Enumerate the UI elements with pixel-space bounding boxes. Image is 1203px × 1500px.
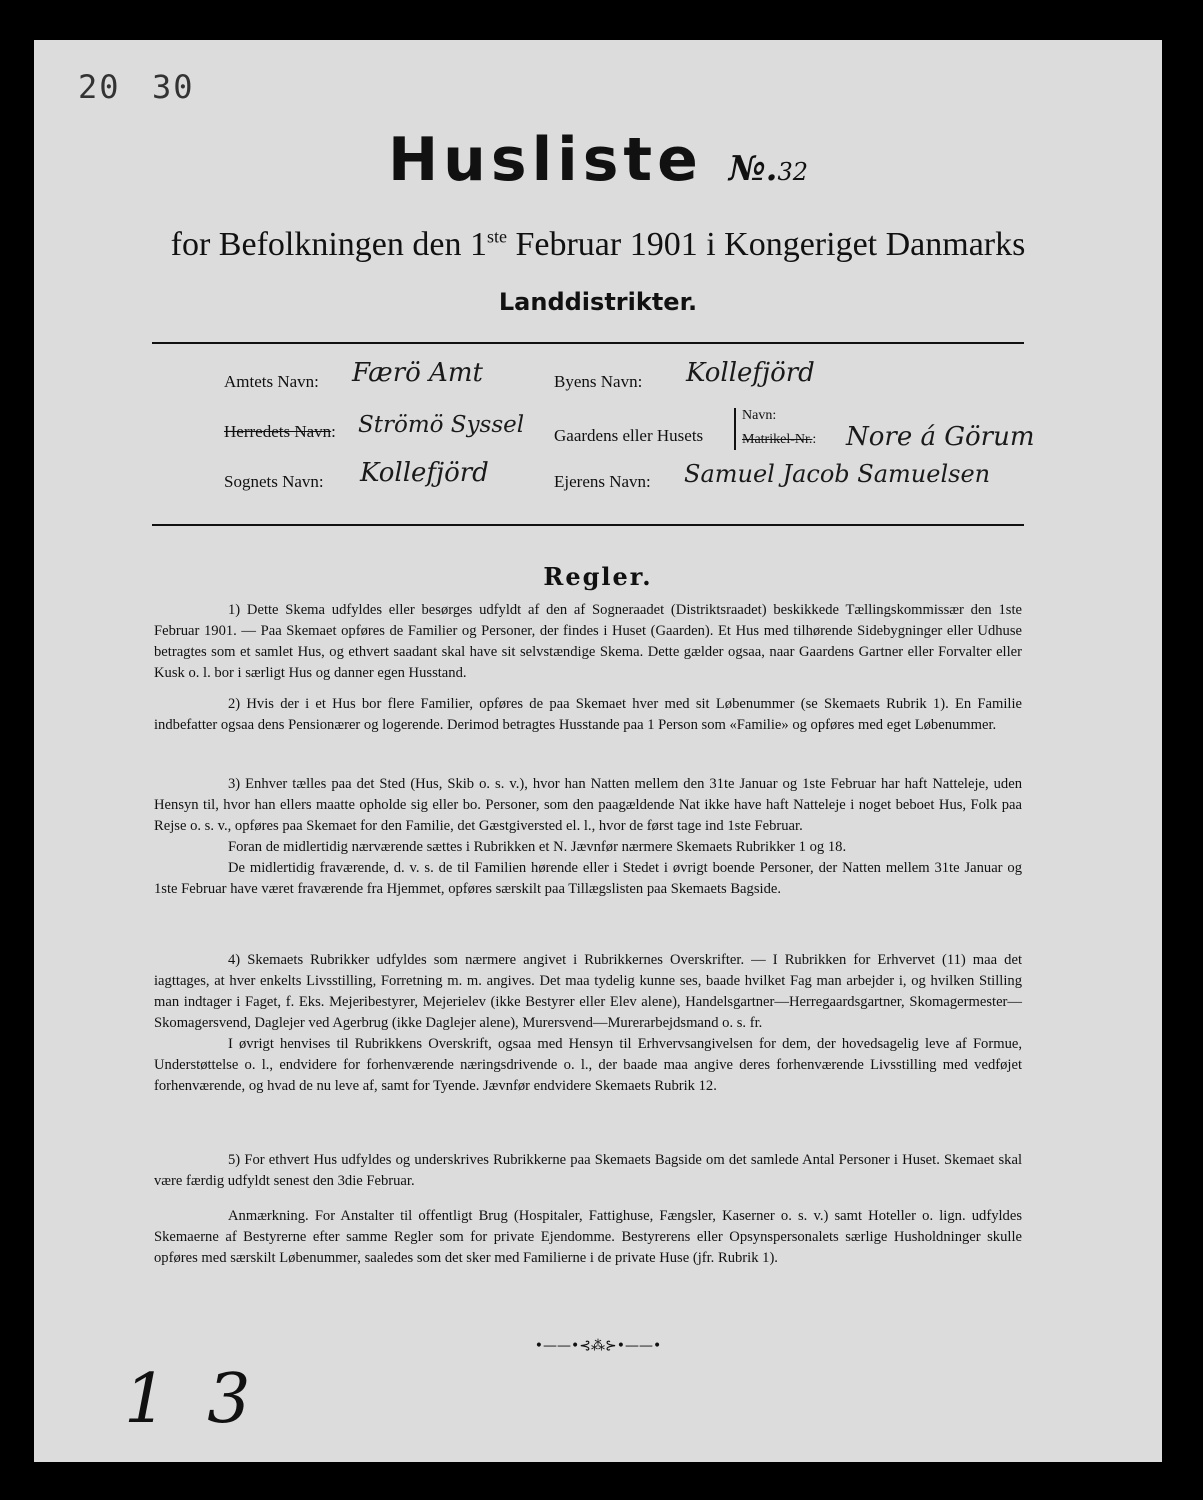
gaard-matrikel-struck: Matrikel-Nr. <box>742 432 813 447</box>
annotation-note <box>154 1206 1022 1269</box>
herred-label-colon: : <box>331 422 336 441</box>
herred-label-struck: Herredets Navn <box>224 422 332 441</box>
rule-5 <box>154 1150 1022 1192</box>
gaard-matrikel-colon: : <box>812 432 817 447</box>
title-text: Husliste <box>387 125 703 195</box>
rule-2-text: 2) Hvis der i et Hus bor flere Familier, opføres de paa Skemaet hver med sit Løbenummer (se Skemaets Rubrik 1). En Familie indbefatter ogsaa dens Pensionærer og logerende. Derimod betragtes Husstande paa 1 Person som «Familie» og opføres med eget Løbenummer. <box>154 696 1022 733</box>
page-title <box>34 125 1162 195</box>
corner-number-right: 30 <box>152 68 195 106</box>
handwritten-number: 13 <box>124 1360 291 1439</box>
rule-4-text-2: I øvrigt henvises til Rubrikkens Overskrift, ogsaa med Hensyn til Erhvervsangivelsen for dem, der hovedsagelig leve af Formue, Understøttelse o. l., endvidere for forhenværende næringsdrivende o. l., der baade maa angive deres forhenværende Livsstilling med vedføjet forhenværende, og hvad de nu leve af, samt for Tyende. Jævnfør endvidere Skemaets Rubrik 12. <box>154 1036 1022 1094</box>
gaard-value: Nore á Görum <box>846 422 1035 452</box>
fields-divider <box>152 524 1024 526</box>
district-label: Landdistrikter. <box>498 288 698 316</box>
sogn-label: Sognets Navn: <box>224 472 324 491</box>
rules-heading: Regler. <box>543 562 653 591</box>
rule-3-text-2: Foran de midlertidig nærværende sættes i Rubrikken et N. Jævnfør nærmere Skemaets Rubrikker 1 og 18. <box>228 839 847 855</box>
gaard-sub-matrikel <box>742 432 816 448</box>
rule-3-text: 3) Enhver tælles paa det Sted (Hus, Skib o. s. v.), hvor han Natten mellem den 31te Januar og 1ste Februar har haft Natteleje, uden Hensyn til, hvor han ellers maatte opholde sig eller bo. Personer, som den paagældende Nat ikke have haft Natteleje i noget beboet Hus, Folk paa Rejse o. s. v., opføres paa Skemaet for den Familie, det Gæstgiversted el. l., hvor de først tage ind 1ste Februar. <box>154 776 1022 834</box>
gaard-bracket <box>734 408 736 450</box>
census-form-page <box>34 40 1162 1462</box>
top-divider <box>152 342 1024 344</box>
corner-number-left: 20 <box>78 68 121 106</box>
ejer-label: Ejerens Navn: <box>554 472 651 491</box>
rule-4 <box>154 950 1022 1097</box>
by-value: Kollefjörd <box>686 358 815 388</box>
rule-3 <box>154 774 1022 900</box>
sogn-value: Kollefjörd <box>360 458 489 488</box>
rule-2 <box>154 694 1022 736</box>
form-number: 32 <box>777 158 809 186</box>
by-label: Byens Navn: <box>554 372 643 391</box>
herred-label <box>224 422 336 442</box>
rule-1-text: 1) Dette Skema udfyldes eller besørges udfyldt af den af Sogneraadet (Distriktsraadet) beskikkede Tællingskommissær den 1ste Februar 1901. — Paa Skemaet opføres de Familier og Personer, der findes i Huset (Gaarden). Et Hus med tilhørende Sidebygninger eller Udhuse betragtes som et samlet Hus, og ethvert saadant skal have sit selvstændige Skema. Dette gælder ogsaa, naar Gaardens Gartner eller Forvalter eller Kusk o. l. bor i særligt Hus og danner egen Husstand. <box>154 602 1022 681</box>
subtitle-part-2: Februar 1901 i Kongeriget Danmarks <box>506 226 1026 263</box>
ejer-value: Samuel Jacob Samuelsen <box>684 460 991 488</box>
gaard-label: Gaardens eller Husets <box>554 426 704 445</box>
amt-label: Amtets Navn: <box>224 372 319 391</box>
rule-4-text: 4) Skemaets Rubrikker udfyldes som nærmere angivet i Rubrikkernes Overskrifter. — I Rubrikken for Erhvervet (11) maa det iagttages, at hver enkelts Livsstilling, Forretning m. m. angives. Det maa tydelig kunne ses, baade hvilket Fag man arbejder i, og hvilken Stilling man indtager i Faget, f. Eks. Mejeribestyrer, Mejerielev (ikke Bestyrer eller Elev alene), Handelsgartner—Herregaardsgartner, Skomagermester—Skomagersvend, Daglejer ved Agerbrug (ikke Daglejer alene), Murersvend—Murerarbejdsmand o. s. fr. <box>154 952 1022 1031</box>
gaard-sub-navn: Navn: <box>742 408 777 423</box>
rule-1 <box>154 600 1022 684</box>
rule-5-text: 5) For ethvert Hus udfyldes og underskrives Rubrikkerne paa Skemaets Bagside om det samlede Antal Personer i Huset. Skemaet skal være færdig udfyldt senest den 3die Februar. <box>154 1152 1022 1189</box>
herred-value: Strömö Syssel <box>358 412 525 438</box>
subtitle-part-1: for Befolkningen den 1 <box>170 226 487 263</box>
amt-value: Færö Amt <box>352 358 483 388</box>
subtitle <box>34 226 1162 264</box>
annotation-text: Anmærkning. For Anstalter til offentligt Brug (Hospitaler, Fattighuse, Fængsler, Kaserner o. s. v.) samt Hoteller o. lign. udfyldes Skemaerne af Bestyrerne efter samme Regler som for private Ejendomme. Bestyrerens eller Opsynspersonalets særlige Husholdninger skulle opføres med særskilt Løbenummer, saaledes som det sker med Familierne i de private Huse (jfr. Rubrik 1). <box>154 1208 1022 1266</box>
number-symbol: №. <box>728 149 778 189</box>
subtitle-superscript: ste <box>486 226 507 247</box>
ornament-divider: •——•⊰⁂⊱•——• <box>534 1338 662 1354</box>
rule-3-text-3: De midlertidig fraværende, d. v. s. de til Familien hørende eller i Stedet i øvrigt boende Personer, der Natten mellem 31te Januar og 1ste Februar have været fraværende fra Hjemmet, opføres særskilt paa Tillægslisten paa Skemaets Bagside. <box>154 860 1022 897</box>
